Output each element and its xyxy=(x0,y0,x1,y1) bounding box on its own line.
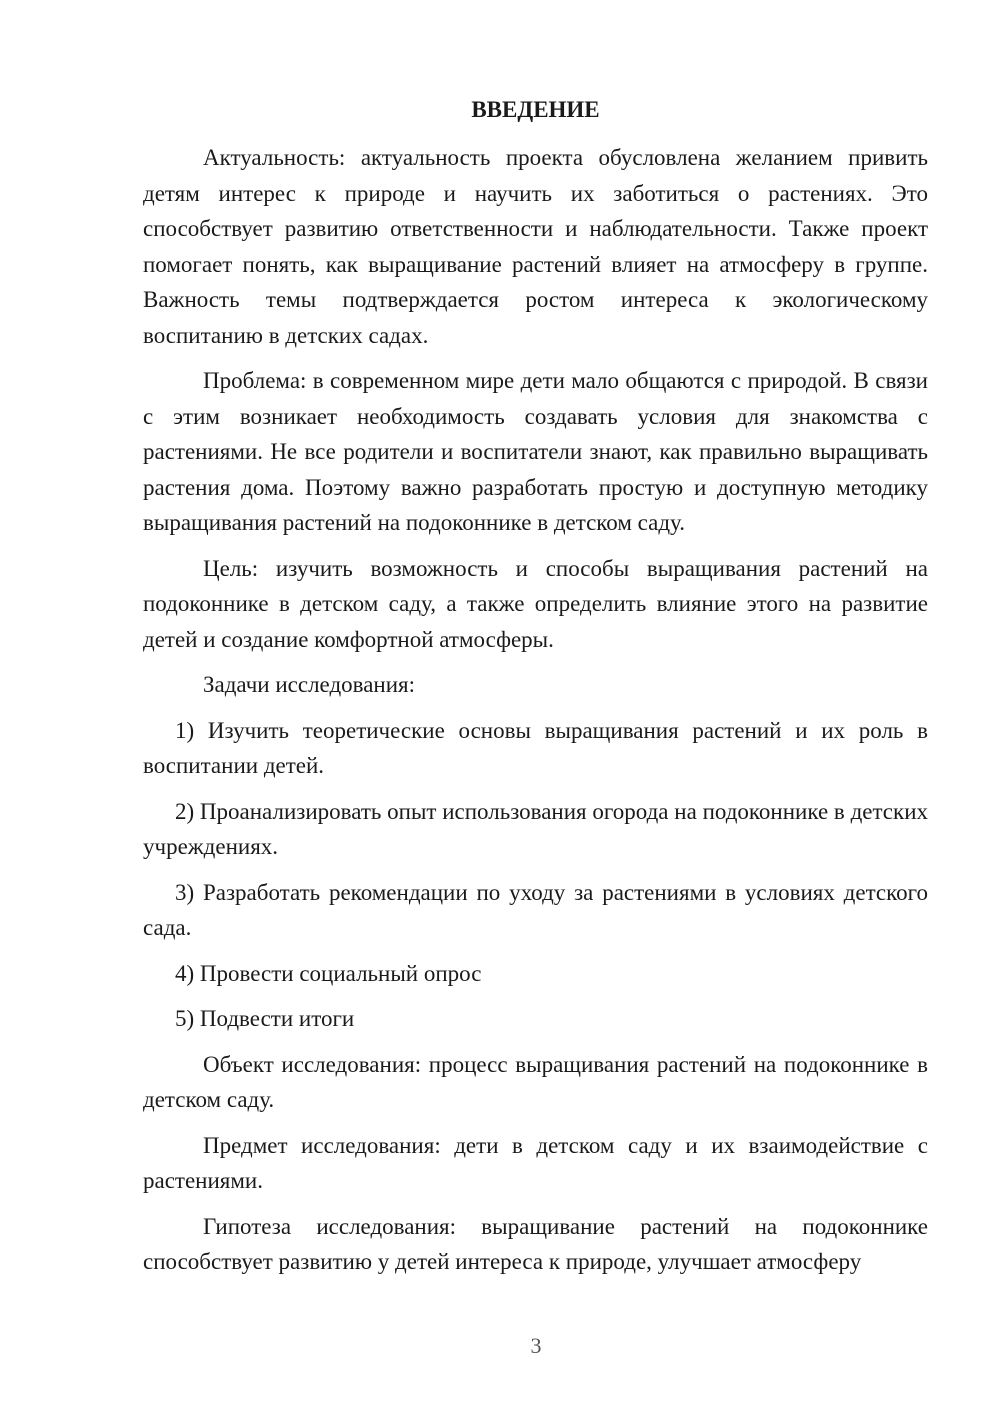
section-title: ВВЕДЕНИЕ xyxy=(471,97,600,122)
task-item-2: 2) Проанализировать опыт использования огорода на подоконнике в детских учреждениях. xyxy=(143,798,928,859)
page-number: 3 xyxy=(530,1333,542,1358)
task-item-4: 4) Провести социальный опрос xyxy=(175,960,482,986)
paragraph-relevance: Актуальность: актуальность проекта обусловлена желанием привить детям интерес к природе и научить их заботиться о растениях. Это способствует развитию ответственности и наблюдательности. Также проект помогает понять, как выращивание растений влияет на атмосферу в группе. Важность темы подтверждается ростом интереса к экологическому воспитанию в детских садах. xyxy=(143,145,928,348)
tasks-heading: Задачи исследования: xyxy=(203,672,416,697)
paragraph-subject: Предмет исследования: дети в детском саду и их взаимодействие с растениями. xyxy=(143,1132,928,1193)
paragraph-hypothesis: Гипотеза исследования: выращивание растений на подоконнике способствует развитию у детей интереса к природе, улучшает атмосферу xyxy=(143,1213,928,1274)
document-page xyxy=(143,92,928,1280)
paragraph-goal: Цель: изучить возможность и способы выращивания растений на подоконнике в детском саду, а также определить влияние этого на развитие детей и создание комфортной атмосферы. xyxy=(143,555,928,652)
task-item-3: 3) Разработать рекомендации по уходу за растениями в условиях детского сада. xyxy=(143,879,928,940)
task-item-5: 5) Подвести итоги xyxy=(175,1006,355,1031)
paragraph-object: Объект исследования: процесс выращивания растений на подоконнике в детском саду. xyxy=(143,1051,928,1112)
paragraph-problem: Проблема: в современном мире дети мало общаются с природой. В связи с этим возникает необходимость создавать условия для знакомства с растениями. Не все родители и воспитатели знают, как правильно выращивать растения дома. Поэтому важно разработать простую и доступную методику выращивания растений на подоконнике в детском саду. xyxy=(143,368,928,535)
task-item-1: 1) Изучить теоретические основы выращивания растений и их роль в воспитании детей. xyxy=(143,717,928,778)
